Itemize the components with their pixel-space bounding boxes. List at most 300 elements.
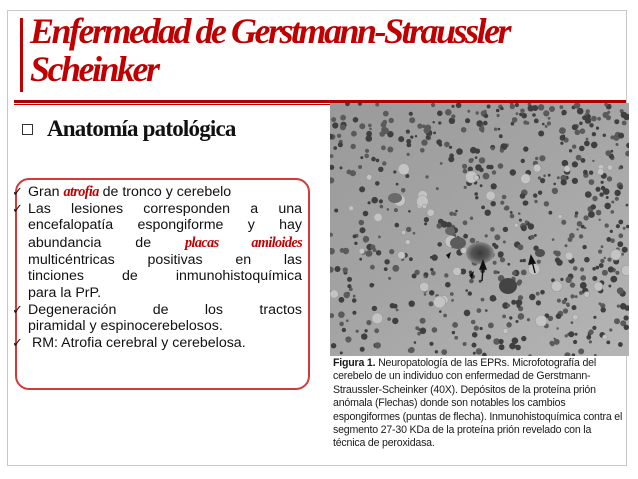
cell-nucleus	[560, 105, 564, 109]
spongiform-vacuole	[621, 265, 629, 276]
cell-nucleus	[507, 263, 510, 266]
cell-nucleus	[599, 219, 601, 221]
cell-nucleus	[422, 125, 426, 129]
cell-nucleus	[381, 145, 386, 150]
cell-nucleus	[566, 303, 570, 307]
cell-nucleus	[499, 134, 503, 138]
cell-nucleus	[597, 117, 601, 121]
cell-nucleus	[582, 116, 587, 121]
cell-nucleus	[420, 148, 425, 153]
cell-nucleus	[591, 142, 598, 149]
cell-nucleus	[499, 344, 505, 350]
cell-nucleus	[560, 142, 563, 145]
cell-nucleus	[614, 190, 620, 196]
cell-nucleus	[542, 123, 545, 126]
cell-nucleus	[484, 114, 488, 118]
spongiform-vacuole	[584, 292, 590, 298]
cell-nucleus	[497, 114, 500, 117]
cell-nucleus	[577, 108, 584, 115]
cell-nucleus	[464, 310, 471, 317]
cell-nucleus	[496, 109, 500, 113]
cell-nucleus	[520, 109, 525, 114]
cell-nucleus	[553, 183, 556, 186]
spongiform-vacuole	[521, 174, 531, 184]
cell-nucleus	[476, 111, 479, 114]
cell-nucleus	[536, 292, 540, 296]
cell-nucleus	[618, 133, 624, 139]
cell-nucleus	[472, 332, 478, 338]
cell-nucleus	[503, 227, 508, 232]
cell-nucleus	[479, 157, 485, 163]
cell-nucleus	[561, 179, 567, 185]
cell-nucleus	[586, 138, 589, 141]
cell-nucleus	[566, 277, 572, 283]
cell-nucleus	[395, 223, 400, 228]
cell-nucleus	[614, 119, 619, 124]
cell-nucleus	[406, 130, 410, 134]
cell-nucleus	[570, 282, 575, 287]
cell-nucleus	[388, 277, 391, 280]
cell-nucleus	[579, 122, 583, 126]
cell-nucleus	[623, 227, 626, 230]
cell-nucleus	[366, 250, 373, 257]
cell-nucleus	[517, 244, 523, 250]
spongiform-vacuole	[420, 282, 429, 291]
cell-nucleus	[378, 167, 383, 172]
cell-nucleus	[601, 245, 604, 248]
spongiform-vacuole	[474, 175, 479, 180]
cell-nucleus	[559, 127, 566, 134]
spongiform-vacuole	[349, 206, 354, 211]
cell-nucleus	[359, 258, 362, 261]
cell-nucleus	[503, 241, 506, 244]
cell-nucleus	[366, 320, 371, 325]
spongiform-vacuole	[565, 252, 573, 260]
cell-nucleus	[589, 340, 592, 343]
cell-nucleus	[359, 220, 365, 226]
cell-nucleus	[539, 155, 545, 161]
cell-nucleus	[521, 336, 526, 341]
cell-nucleus	[545, 125, 548, 128]
cell-nucleus	[469, 279, 474, 284]
cell-nucleus	[497, 271, 500, 274]
cell-nucleus	[358, 165, 362, 169]
cell-nucleus	[510, 211, 513, 214]
cell-nucleus	[615, 197, 619, 201]
cell-nucleus	[382, 161, 386, 165]
cell-nucleus	[548, 117, 551, 120]
bullet-line: multicéntricas positivas en las	[28, 251, 302, 268]
cell-nucleus	[585, 191, 592, 198]
spongiform-vacuole	[572, 314, 578, 320]
cell-nucleus	[475, 164, 482, 171]
cell-nucleus	[574, 214, 577, 217]
cell-nucleus	[544, 201, 549, 206]
spongiform-vacuole	[610, 249, 621, 260]
cell-nucleus	[441, 221, 448, 228]
cell-nucleus	[379, 199, 383, 203]
spongiform-vacuole	[564, 166, 570, 172]
cell-nucleus	[580, 282, 587, 289]
cell-nucleus	[420, 328, 427, 335]
cell-nucleus	[373, 248, 377, 252]
cell-nucleus	[401, 188, 406, 193]
cell-nucleus	[557, 176, 560, 179]
cell-nucleus	[387, 317, 391, 321]
cell-nucleus	[534, 200, 537, 203]
cell-nucleus	[407, 153, 410, 156]
cell-nucleus	[529, 294, 535, 300]
bullet-text: abundancia de	[28, 234, 186, 251]
cell-nucleus	[430, 268, 433, 271]
cell-nucleus	[359, 186, 365, 192]
cell-nucleus	[499, 339, 504, 344]
cell-nucleus	[599, 192, 603, 196]
cell-nucleus	[331, 343, 336, 348]
cell-nucleus	[515, 345, 521, 351]
cell-nucleus	[347, 277, 352, 282]
cell-nucleus	[424, 222, 427, 225]
cell-nucleus	[463, 234, 468, 239]
cell-nucleus	[552, 188, 558, 194]
cell-nucleus	[592, 267, 596, 271]
cell-nucleus	[333, 146, 337, 150]
cell-nucleus	[445, 282, 451, 288]
cell-nucleus	[486, 334, 491, 339]
title-line-2: Scheinker	[30, 49, 158, 89]
cell-nucleus	[507, 323, 512, 328]
cell-nucleus	[414, 341, 417, 344]
cell-nucleus	[363, 211, 369, 217]
cell-nucleus	[601, 181, 604, 184]
cell-nucleus	[602, 270, 608, 276]
cell-nucleus	[583, 215, 588, 220]
cell-nucleus	[389, 249, 394, 254]
cell-nucleus	[570, 294, 574, 298]
cell-nucleus	[409, 257, 413, 261]
cell-nucleus	[571, 321, 574, 324]
cell-nucleus	[474, 326, 479, 331]
cell-nucleus	[384, 267, 388, 271]
cell-nucleus	[374, 328, 379, 333]
cell-nucleus	[598, 250, 602, 254]
cell-nucleus	[424, 275, 427, 278]
cell-nucleus	[491, 201, 496, 206]
cell-nucleus	[451, 114, 455, 118]
cell-nucleus	[599, 263, 604, 268]
cell-nucleus	[580, 267, 584, 271]
cell-nucleus	[383, 111, 389, 117]
cell-nucleus	[492, 243, 496, 247]
cell-nucleus	[452, 322, 458, 328]
bullet-item-atrofia	[12, 184, 302, 201]
cell-nucleus	[596, 266, 600, 270]
cell-nucleus	[488, 323, 494, 329]
cell-nucleus	[596, 187, 601, 192]
spongiform-vacuole	[603, 335, 608, 340]
cell-nucleus	[468, 291, 472, 295]
checkmark-icon: ✓	[12, 334, 23, 350]
cell-nucleus	[582, 245, 586, 249]
cell-nucleus	[431, 271, 436, 276]
cell-nucleus	[339, 322, 344, 327]
cell-nucleus	[413, 232, 416, 235]
checkmark-icon: ✓	[12, 301, 23, 317]
cell-nucleus	[470, 217, 473, 220]
cell-nucleus	[584, 141, 590, 147]
cell-nucleus	[360, 227, 366, 233]
cell-nucleus	[523, 200, 528, 205]
cell-nucleus	[372, 284, 375, 287]
spongiform-vacuole	[427, 209, 434, 216]
cell-nucleus	[538, 191, 542, 195]
cell-nucleus	[592, 196, 597, 201]
cell-nucleus	[562, 135, 565, 138]
cell-nucleus	[449, 153, 454, 158]
cell-nucleus	[510, 169, 516, 175]
cell-nucleus	[479, 280, 482, 283]
cell-nucleus	[417, 124, 422, 129]
cell-nucleus	[352, 298, 357, 303]
cell-nucleus	[498, 251, 504, 257]
cell-nucleus	[578, 348, 584, 354]
bullet-line: tinciones de inmunohistoquímica	[28, 268, 302, 285]
bullet-line: piramidal y espinocerebelosos.	[28, 318, 223, 335]
cell-nucleus	[470, 238, 476, 244]
cell-nucleus	[473, 352, 476, 355]
bullet-line: Degeneración de los tractos	[28, 301, 302, 318]
bullet-line	[28, 234, 302, 252]
cell-nucleus	[382, 128, 389, 135]
cell-nucleus	[521, 159, 525, 163]
cell-nucleus	[569, 233, 575, 239]
cell-nucleus	[490, 295, 497, 302]
slide-title	[30, 12, 590, 88]
cell-nucleus	[607, 258, 611, 262]
cell-nucleus	[525, 220, 528, 223]
cell-nucleus	[337, 134, 341, 138]
cell-nucleus	[340, 115, 346, 121]
cell-nucleus	[485, 309, 488, 312]
cell-nucleus	[606, 341, 610, 345]
spongiform-vacuole	[359, 248, 365, 254]
cell-nucleus	[369, 128, 372, 131]
bullet-text: Gran	[28, 184, 64, 200]
spongiform-vacuole	[551, 281, 562, 292]
cell-nucleus	[462, 164, 467, 169]
cell-nucleus	[438, 121, 441, 124]
cell-nucleus	[535, 157, 538, 160]
cell-nucleus	[481, 129, 484, 132]
cell-nucleus	[511, 300, 516, 305]
cell-nucleus	[548, 174, 551, 177]
cell-nucleus	[607, 176, 612, 181]
bullet-list	[12, 184, 302, 351]
cell-nucleus	[611, 201, 614, 204]
cell-nucleus	[356, 330, 359, 333]
cell-nucleus	[477, 308, 482, 313]
cell-nucleus	[465, 118, 470, 123]
cell-nucleus	[609, 328, 612, 331]
cell-nucleus	[577, 221, 583, 227]
cell-nucleus	[449, 212, 453, 216]
cell-nucleus	[592, 276, 597, 281]
cell-nucleus	[439, 143, 443, 147]
spongiform-vacuole	[402, 231, 406, 235]
cell-nucleus	[353, 295, 356, 298]
cell-nucleus	[361, 334, 364, 337]
cell-nucleus	[461, 127, 467, 133]
cell-nucleus	[368, 201, 371, 204]
spongiform-vacuole	[405, 240, 410, 245]
cell-nucleus	[562, 112, 565, 115]
bullet-item-degeneracion	[12, 302, 302, 335]
cell-nucleus	[494, 234, 500, 240]
cell-nucleus	[540, 290, 545, 295]
cell-nucleus	[424, 217, 429, 222]
cell-nucleus	[538, 104, 544, 110]
spongiform-vacuole	[533, 164, 541, 172]
cell-nucleus	[465, 289, 468, 292]
cell-nucleus	[618, 167, 621, 170]
cell-nucleus	[613, 270, 615, 272]
spongiform-vacuole	[330, 290, 338, 298]
cell-nucleus	[543, 110, 549, 116]
cell-nucleus	[588, 329, 593, 334]
cell-nucleus	[521, 225, 527, 231]
cell-nucleus	[622, 247, 628, 253]
cell-nucleus	[617, 287, 624, 294]
cell-nucleus	[490, 227, 495, 232]
cell-nucleus	[518, 313, 525, 320]
cell-nucleus	[532, 113, 536, 117]
spongiform-vacuole	[558, 214, 562, 218]
cell-nucleus	[476, 348, 483, 355]
cell-nucleus	[560, 278, 563, 281]
bullet-text: de tronco y cerebelo	[98, 184, 232, 200]
cell-nucleus	[440, 162, 443, 165]
cell-nucleus	[437, 111, 443, 117]
spongiform-vacuole	[535, 315, 547, 327]
spongiform-vacuole	[514, 223, 518, 227]
cell-nucleus	[534, 119, 539, 124]
cell-nucleus	[491, 183, 497, 189]
cell-nucleus	[589, 123, 593, 127]
cell-nucleus	[606, 196, 609, 199]
cell-nucleus	[605, 223, 609, 227]
cell-nucleus	[360, 347, 365, 352]
cell-nucleus	[365, 149, 369, 153]
spongiform-vacuole	[607, 165, 612, 170]
spongiform-vacuole	[422, 204, 426, 208]
cell-nucleus	[510, 214, 515, 219]
cell-nucleus	[398, 136, 404, 142]
cell-nucleus	[543, 174, 546, 177]
square-bullet-icon	[22, 124, 33, 135]
cell-nucleus	[449, 118, 455, 124]
cell-nucleus	[518, 295, 523, 300]
cell-nucleus	[549, 106, 555, 112]
cell-nucleus	[492, 170, 496, 174]
cell-nucleus	[444, 142, 450, 148]
cell-nucleus	[410, 136, 413, 139]
cell-nucleus	[469, 158, 474, 163]
cell-nucleus	[441, 349, 447, 355]
cell-nucleus	[557, 299, 561, 303]
cell-nucleus	[396, 309, 399, 312]
cell-nucleus	[353, 235, 357, 239]
cell-nucleus	[380, 205, 384, 209]
micrograph-image	[330, 103, 629, 356]
cell-nucleus	[610, 238, 615, 243]
cell-nucleus	[338, 311, 345, 318]
cell-nucleus	[591, 204, 596, 209]
cell-nucleus	[470, 147, 477, 154]
cell-nucleus	[509, 343, 516, 350]
cell-nucleus	[617, 305, 620, 308]
cell-nucleus	[392, 265, 399, 272]
cell-nucleus	[516, 281, 521, 286]
cell-nucleus	[624, 325, 629, 330]
cell-nucleus	[332, 122, 338, 128]
cell-nucleus	[408, 210, 411, 213]
cell-nucleus	[516, 112, 519, 115]
cell-nucleus	[485, 234, 488, 237]
cell-nucleus	[406, 227, 411, 232]
cell-nucleus	[334, 209, 338, 213]
cell-nucleus	[583, 170, 588, 175]
cell-nucleus	[498, 163, 504, 169]
bullet-item-lesiones	[12, 201, 302, 302]
cell-nucleus	[624, 315, 629, 320]
bullet-text: RM: Atrofia cerebral y cerebelosa.	[28, 334, 246, 351]
cell-nucleus	[604, 257, 606, 259]
cell-nucleus	[409, 347, 415, 353]
cell-nucleus	[556, 327, 558, 329]
cell-nucleus	[622, 121, 627, 126]
cell-nucleus	[375, 181, 380, 186]
spongiform-vacuole	[503, 328, 508, 333]
cell-nucleus	[472, 343, 477, 348]
cell-nucleus	[589, 179, 595, 185]
cell-nucleus	[520, 259, 523, 262]
bullet-line: Las lesiones corresponden a una	[28, 200, 302, 217]
section-heading: Anatomía patológica	[47, 116, 236, 141]
cell-nucleus	[474, 192, 478, 196]
cell-nucleus	[549, 211, 553, 215]
cell-nucleus	[589, 171, 593, 175]
cell-nucleus	[368, 124, 372, 128]
cell-nucleus	[618, 342, 623, 347]
cell-nucleus	[415, 326, 419, 330]
cell-nucleus	[512, 117, 518, 123]
cell-nucleus	[618, 185, 623, 190]
spongiform-vacuole	[486, 191, 495, 200]
cell-nucleus	[393, 170, 396, 173]
cell-nucleus	[389, 118, 394, 123]
cell-nucleus	[487, 105, 491, 109]
cell-nucleus	[384, 259, 389, 264]
cell-nucleus	[350, 170, 356, 176]
cell-nucleus	[562, 300, 567, 305]
cell-nucleus	[515, 103, 519, 107]
cell-nucleus	[426, 135, 430, 139]
cell-nucleus	[572, 161, 578, 167]
cell-nucleus	[575, 130, 581, 136]
bullet-item-rm	[12, 335, 302, 352]
cell-nucleus	[344, 292, 350, 298]
cell-nucleus	[475, 196, 478, 199]
